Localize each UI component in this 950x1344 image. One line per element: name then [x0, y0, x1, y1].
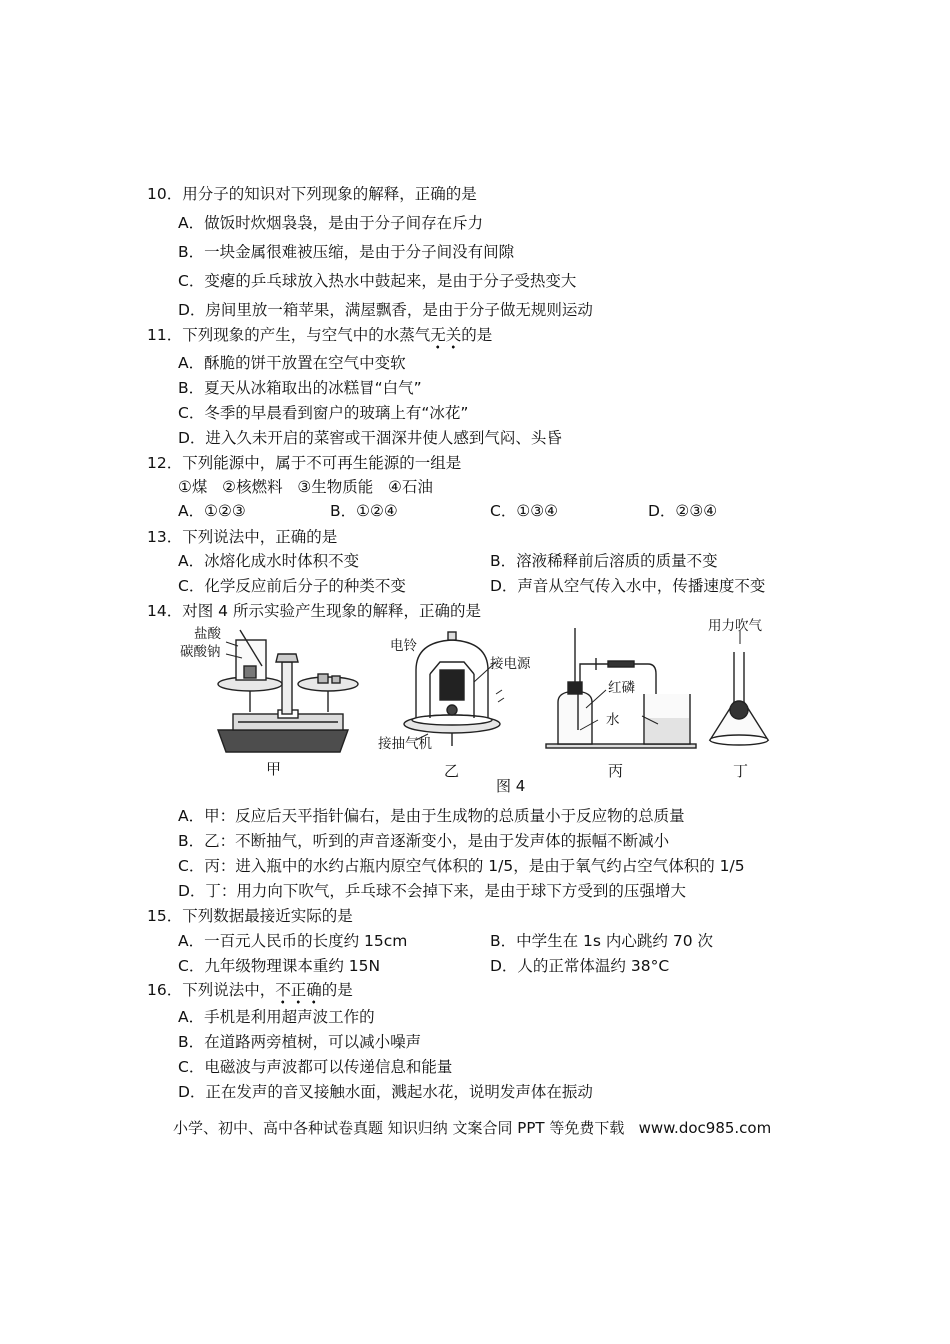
label-pump: 接抽气机 — [378, 736, 432, 752]
q16-emphasis: 不正确 — [275, 981, 322, 1005]
q15-stem: 15．下列数据最接近实际的是 — [147, 907, 353, 925]
q11-option-d: D．进入久未开启的菜窖或干涸深井使人感到气闷、头昏 — [178, 429, 562, 447]
q12-stem: 12．下列能源中，属于不可再生能源的一组是 — [147, 454, 462, 472]
figure-4 — [178, 618, 788, 802]
q16-option-a: A．手机是利用超声波工作的 — [178, 1008, 375, 1026]
q10-option-a: A．做饭时炊烟袅袅，是由于分子间存在斥力 — [178, 214, 484, 232]
q13-option-c: C．化学反应前后分子的种类不变 — [178, 577, 406, 595]
q10-stem: 10．用分子的知识对下列现象的解释，正确的是 — [147, 185, 477, 203]
q12-items: ①煤 ②核燃料 ③生物质能 ④石油 — [178, 478, 433, 496]
label-na2co3: 碳酸钠 — [180, 644, 221, 660]
q13-option-b: B．溶液稀释前后溶质的质量不变 — [490, 552, 718, 570]
q13-stem: 13．下列说法中，正确的是 — [147, 528, 338, 546]
q16-option-b: B．在道路两旁植树，可以减小噪声 — [178, 1033, 422, 1051]
q14-option-b: B．乙：不断抽气，听到的声音逐渐变小，是由于发声体的振幅不断减小 — [178, 832, 670, 850]
bell-jar-apparatus — [404, 632, 504, 746]
label-blow: 用力吹气 — [708, 618, 762, 634]
sub-label-jia: 甲 — [266, 760, 282, 778]
funnel-apparatus — [710, 630, 768, 745]
q12-option-c: C．①③④ — [490, 502, 559, 520]
q13-option-d: D．声音从空气传入水中，传播速度不变 — [490, 577, 766, 595]
q15-option-b: B．中学生在 1s 内心跳约 70 次 — [490, 932, 714, 950]
q16-option-c: C．电磁波与声波都可以传递信息和能量 — [178, 1058, 453, 1076]
q10-option-c: C．变瘪的乒乓球放入热水中鼓起来，是由于分子受热变大 — [178, 272, 577, 290]
q11-stem-post: 的是 — [461, 326, 493, 344]
q11-option-c: C．冬季的早晨看到窗户的玻璃上有“冰花” — [178, 404, 469, 422]
label-phosphorus: 红磷 — [608, 680, 635, 696]
sub-label-bing: 丙 — [608, 762, 624, 780]
q12-option-a: A．①②③ — [178, 502, 246, 520]
q16-stem-post: 的是 — [321, 981, 353, 999]
q11-emphasis: 无关 — [430, 326, 461, 350]
page-footer: 小学、初中、高中各种试卷真题 知识归纳 文案合同 PPT 等免费下载 www.doc985.com — [173, 1119, 772, 1137]
q12-option-b: B．①②④ — [330, 502, 398, 520]
q11-stem — [147, 325, 492, 345]
q15-option-c: C．九年级物理课本重约 15N — [178, 957, 381, 975]
q16-option-d: D．正在发声的音叉接触水面，溅起水花，说明发声体在振动 — [178, 1083, 593, 1101]
q14-option-d: D．丁：用力向下吹气，乒乓球不会掉下来，是由于球下方受到的压强增大 — [178, 882, 686, 900]
q10-option-b: B．一块金属很难被压缩，是由于分子间没有间隙 — [178, 243, 515, 261]
q12-option-d: D．②③④ — [648, 502, 718, 520]
sub-label-yi: 乙 — [444, 762, 460, 780]
q15-option-d: D．人的正常体温约 38°C — [490, 957, 670, 975]
label-power: 接电源 — [490, 656, 531, 672]
label-hcl: 盐酸 — [194, 626, 221, 642]
q11-stem-pre: 11．下列现象的产生，与空气中的水蒸气 — [147, 326, 431, 344]
q10-option-d: D．房间里放一箱苹果，满屋飘香，是由于分子做无规则运动 — [178, 301, 593, 319]
label-bell: 电铃 — [390, 638, 417, 654]
q15-option-a: A．一百元人民币的长度约 15cm — [178, 932, 408, 950]
q14-stem: 14．对图 4 所示实验产生现象的解释，正确的是 — [147, 602, 481, 620]
figure-caption: 图 4 — [496, 777, 526, 795]
balance-scale-apparatus — [218, 630, 358, 752]
q14-option-a: A．甲：反应后天平指针偏右，是由于生成物的总质量小于反应物的总质量 — [178, 807, 685, 825]
q13-option-a: A．冰熔化成水时体积不变 — [178, 552, 360, 570]
sub-label-ding: 丁 — [733, 762, 749, 780]
q11-option-b: B．夏天从冰箱取出的冰糕冒“白气” — [178, 379, 422, 397]
q11-option-a: A．酥脆的饼干放置在空气中变软 — [178, 354, 406, 372]
q16-stem — [147, 980, 353, 1000]
q14-option-c: C．丙：进入瓶中的水约占瓶内原空气体积的 1/5，是由于氧气约占空气体积的 1/5 — [178, 857, 745, 875]
label-water: 水 — [606, 712, 620, 728]
q16-stem-pre: 16．下列说法中， — [147, 981, 276, 999]
